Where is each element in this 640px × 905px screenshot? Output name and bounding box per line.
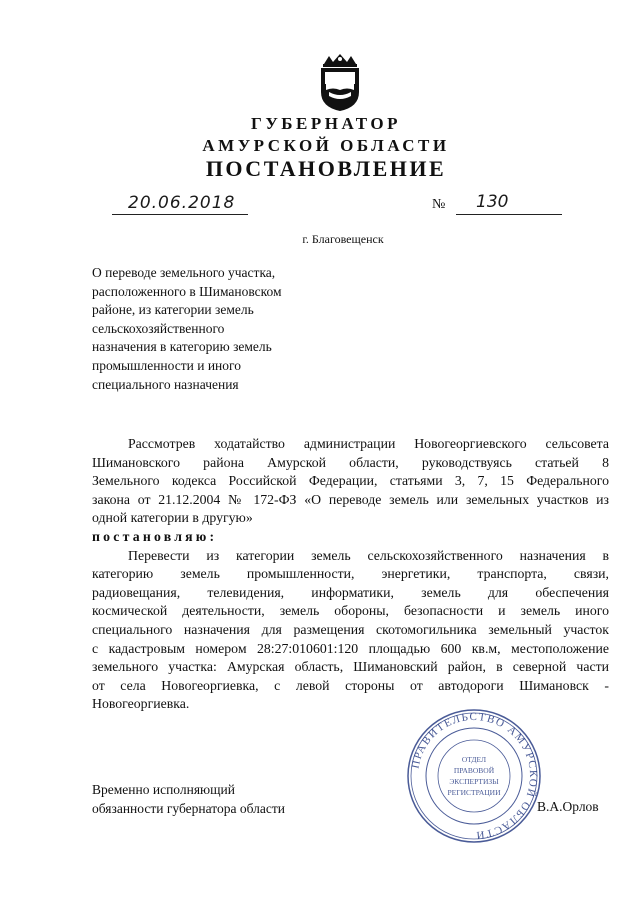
- signer-name: В.А.Орлов: [537, 799, 599, 814]
- official-seal: [406, 708, 542, 844]
- decision-line: специального назначения для размещения скотомогильника земельный участок: [92, 621, 609, 637]
- subject-line: специального назначения: [92, 376, 239, 392]
- date-underline: [112, 214, 248, 215]
- decision-line: земельного участка: Амурская область, Шимановский район, в северной части: [92, 659, 609, 675]
- seal-inner-text: ОТДЕЛ: [461, 755, 487, 764]
- preamble-line: одной категории в другую»: [92, 510, 253, 526]
- decision-line: Перевести из категории земель сельскохозяйственного назначения в: [128, 547, 609, 563]
- signer-position-line: Временно исполняющий: [92, 782, 235, 797]
- document-body: [92, 435, 609, 714]
- subject-line: расположенного в Шимановском: [92, 283, 282, 299]
- decision-line: категорию земель промышленности, энергетики, транспорта, связи,: [92, 566, 609, 582]
- preamble-line: Шимановского района Амурской области, руководствуясь статьей 8: [92, 454, 609, 470]
- decree-word: постановляю:: [92, 528, 218, 544]
- governor-title: ГУБЕРНАТОР: [251, 114, 401, 133]
- coat-of-arms-icon: [317, 52, 363, 112]
- number-underline: [456, 214, 562, 215]
- subject-line: промышленности и иного: [92, 357, 241, 373]
- decision-line: с кадастровым номером 28:27:010601:120 площадью 600 кв.м, местоположение: [92, 640, 609, 656]
- subject-line: О переводе земельного участка,: [92, 265, 276, 280]
- preamble-line: Рассмотрев ходатайство администрации Новогеоргиевского сельсовета: [128, 436, 609, 451]
- seal-inner-text: РЕГИСТРАЦИИ: [447, 788, 501, 797]
- decision-line: радиовещания, телевидения, информатики, земель для обеспечения: [92, 584, 609, 600]
- document-type: ПОСТАНОВЛЕНИЕ: [205, 156, 447, 181]
- document-subject: [92, 264, 332, 394]
- decision-line: от села Новогеоргиевка, с левой стороны от автодороги Шимановск -: [92, 677, 609, 693]
- subject-line: сельскохозяйственного: [92, 320, 225, 336]
- decision-line: космической деятельности, земель обороны, безопасности и земель иного: [92, 603, 609, 619]
- subject-line: районе, из категории земель: [92, 302, 254, 318]
- document-number: 130: [476, 192, 509, 212]
- decision-line: Новогеоргиевка.: [92, 696, 190, 712]
- subject-line: назначения в категорию земель: [92, 339, 272, 355]
- signer-position-line: обязанности губернатора области: [92, 800, 285, 816]
- signer-position: [92, 781, 285, 818]
- city-name: г. Благовещенск: [302, 232, 384, 246]
- preamble-line: Земельного кодекса Российской Федерации, статьями 3, 7, 15 Федерального: [92, 473, 609, 489]
- region-title: АМУРСКОЙ ОБЛАСТИ: [202, 136, 450, 155]
- number-sign: №: [432, 197, 446, 212]
- preamble-line: закона от 21.12.2004 № 172-ФЗ «О переводе земель или земельных участков из: [92, 491, 609, 507]
- document-date: 20.06.2018: [128, 193, 236, 213]
- seal-outer-text: ПРАВИТЕЛЬСТВО АМУРСКОЙ ОБЛАСТИ: [409, 710, 540, 842]
- seal-inner-text: ПРАВОВОЙ: [453, 766, 495, 775]
- seal-inner-text: ЭКСПЕРТИЗЫ: [449, 777, 499, 786]
